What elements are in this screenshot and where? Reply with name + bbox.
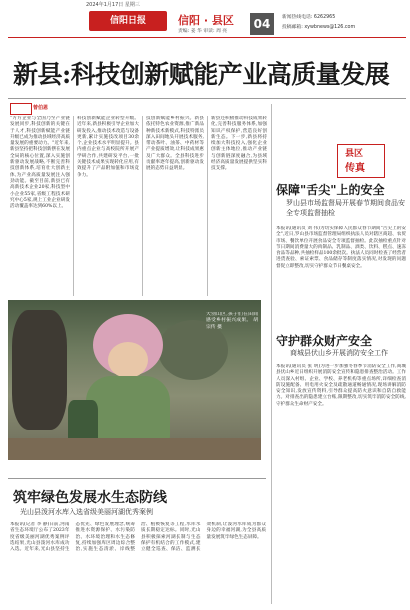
issue-date: 2024年1月17日 星期三 [86, 2, 140, 8]
column-tag-line-1: 县区 [345, 149, 364, 159]
column-tag-line-2: 传真 [345, 163, 365, 174]
contact-email: 投稿邮箱: xywbnews@126.com [282, 25, 356, 30]
main-article-column-2: 科技创新赋能企业转型升级。近年来,新县积极引导企业加大研发投入,推动技术改造与设备更新,累计实施技改项目30余个,企业技术水平明显提升。县内重点企业与高校院所开展产学研合作,共建研发平台,一批关键技术成果实现转化应用,有效提升了产品附加值和市场竞争力。 [77, 116, 139, 178]
headline-divider [8, 98, 406, 99]
main-article-column-4: 新县还积极推动科技成果转化,完善科技服务体系,加强知识产权保护,营造良好创新生态。下一步,新县将持续加大科技投入,强化企业创新主体地位,推动产业链与创新链深度融合,为县域经济高质量发展提供坚实科技支撑。 [211, 116, 267, 172]
article-4-subtitle: 光山县泼河水库入选省级美丽河湖优秀案例 [20, 508, 153, 516]
header-divider [8, 37, 406, 38]
byline-frame [10, 103, 32, 115]
article-3-title: 守护群众财产安全 [276, 334, 373, 348]
article-4-body: 本报讯(记者 李 静)日前,河南省生态环境厅公布了2023年度省级美丽河湖优秀案例评选结果,光山县泼河水库成功入选。近年来,光山县坚持生态优先、绿色发展理念,统筹推进水资源保护、水污染防治、水环境治理和水生态修复,持续加强库区周边综合整治,实施生态清淤、岸线整治、植被恢复等工程,水库水质长期稳定达标。同时,光山县积极探索河湖长制与生态保护有机结合的工作模式,建立健全巡查、保洁、监测长效机制,让泼河水库成为群众身边的幸福河湖,为全县高质量发展筑牢绿色生态屏障。 [10, 522, 266, 553]
column-divider [142, 116, 143, 296]
hotline: 新闻热线电话: 6262965 [282, 15, 336, 20]
photo-figure-left [12, 310, 67, 430]
photo-ground [8, 438, 261, 460]
main-headline: 新县:科技创新赋能产业高质量发展 [13, 60, 390, 89]
main-byline: 曾伯恩 [33, 105, 49, 111]
newspaper-logo: 信阳日报 [89, 11, 167, 31]
section-editors: 责编: 姜 华 审读: 周 亮 [178, 29, 228, 34]
main-article-column-1: "方方企业与全国乃至产业链发展同步,科技创新的关键在于人才,科技创新赋能产业链升级已成为推动县域经济高质量发展的重要动力。"近年来,新县坚持把科技创新摆在发展全局的核心位置,深入实施创新驱动发展战略,不断完善科技创新体系,培育壮大创新主体,为产业高质量发展注入强劲动能。截至目前,新县已有高新技术企业20家,科技型中小企业55家,省级工程技术研究中心5家,规上工业企业研发活动覆盖率达到60%以上。 [10, 116, 70, 210]
main-article-column-3: 技创新赋能乡村振兴。新县依托特色农业资源,推广新品种新技术新模式,科技特派员深入田间地头开展技术服务,带动茶叶、油茶、中药材等产业提质增效,让科技成果惠及广大群众。全县科技进步贡献率逐年提高,创新驱动发展的态势日益明显。 [146, 116, 204, 172]
article-4-title: 筑牢绿色发展水生态防线 [13, 490, 167, 506]
column-divider [73, 116, 74, 296]
photo-child-face [108, 342, 148, 378]
article-2-subtitle: 罗山县市场监督局开展春节期间食品安全专项监督抽检 [286, 199, 405, 217]
section-title: 信阳 · 县区 [178, 14, 234, 27]
page-column-divider [271, 104, 272, 604]
article-2-body: 本报讯(通讯员 刘 伟)为切实保障人民群众春节期间"舌尖上的安全",近日,罗山县市场监督管理局组织执法人员对辖区商超、农贸市场、餐饮单位开展食品安全专项监督抽检。此次抽检重点针对节日期间消费量大的肉制品、乳制品、酒类、饮料、糕点、速冻食品等品种,共抽检样品100余批次。执法人员同时检查了经营者进货查验、索证索票、食品储存等制度落实情况,对发现的问题督促立即整改,切实守护群众节日餐桌安全。 [276, 226, 406, 269]
article-3-body: 本报讯(通讯员 张 明)为进一步加强冬春季节消防安全工作,商城县伏山乡近日组织开展消防安全宣传和隐患排查整治活动。工作人员深入村组、企业、学校、养老机构等重点场所,详细检查消防设施配备、用电用火安全及疏散通道畅通情况,现场讲解消防安全知识,发放宣传资料,引导群众提高防火意识和自防自救能力。对排查出的隐患建立台账,限期整改,切实筑牢消防安全防线,守护群众生命财产安全。 [276, 364, 406, 407]
bottom-article-divider [8, 478, 266, 479]
page-number: 04 [250, 13, 274, 35]
article-2-title: 保障"舌尖"上的安全 [276, 183, 385, 197]
article-3-subtitle: 商城县伏山乡开展消防安全工作 [290, 349, 388, 357]
column-divider [207, 116, 208, 296]
photo-caption: 大别山区,孩子们在田间感受乡村振兴成果。 胡宗传 摄 [206, 312, 258, 330]
